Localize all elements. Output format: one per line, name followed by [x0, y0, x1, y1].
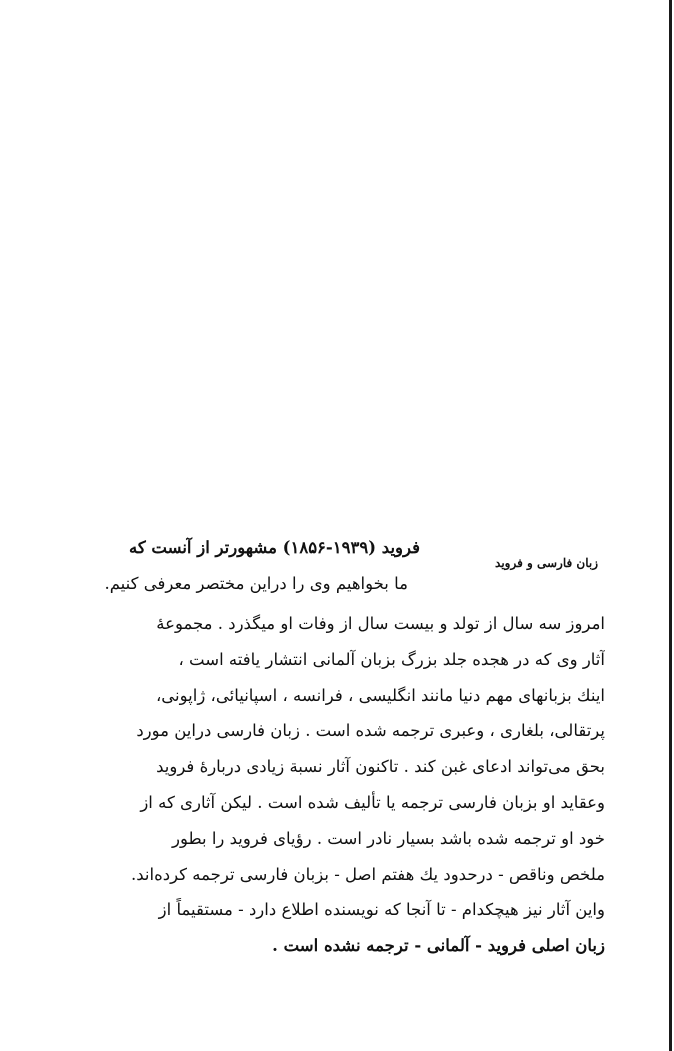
body-line: خود او ترجمه شده باشد بسیار نادر است . رؤیای فروید را بطور [171, 828, 605, 848]
body-line: بحق می‌تواند ادعای غبن کند . تاکنون آثار نسبة زیادی دربارهٔ فروید [156, 757, 605, 777]
intro-line-2: ما بخواهیم وی را دراین مختصر معرفی کنیم. [104, 574, 408, 593]
body-line: وعقاید او بزبان فارسی ترجمه یا تألیف شده است . لیکن آثاری که از [140, 792, 605, 812]
page-edge-line [669, 0, 672, 1051]
body-line: ملخص وناقص - درحدود یك هفتم اصل - بزبان فارسی ترجمه کرده‌اند. [131, 864, 605, 884]
body-paragraph [55, 606, 605, 964]
body-line: اینك بزبانهای مهم دنیا مانند انگلیسی ، فرانسه ، اسپانیائی، ژاپونی، [155, 685, 605, 705]
body-line: واین آثار نیز هیچکدام - تا آنجا که نویسنده اطلاع دارد - مستقیماً از [158, 900, 605, 920]
body-line: پرتقالی، بلغاری ، وعبری ترجمه شده است . زبان فارسی دراین مورد [136, 721, 605, 741]
body-line: آثار وی که در هجده جلد بزرگ بزبان آلمانی انتشار یافته است ، [178, 649, 605, 669]
intro-line-1: فروید (۱۹۳۹-۱۸۵۶) مشهورتر از آنست که [128, 538, 420, 557]
side-heading: زبان فارسی و فروید [495, 556, 598, 570]
body-line: امروز سه سال از تولد و بیست سال از وفات او میگذرد . مجموعهٔ [156, 614, 605, 633]
body-line: زبان اصلی فروید - آلمانی - ترجمه نشده است . [272, 936, 605, 956]
